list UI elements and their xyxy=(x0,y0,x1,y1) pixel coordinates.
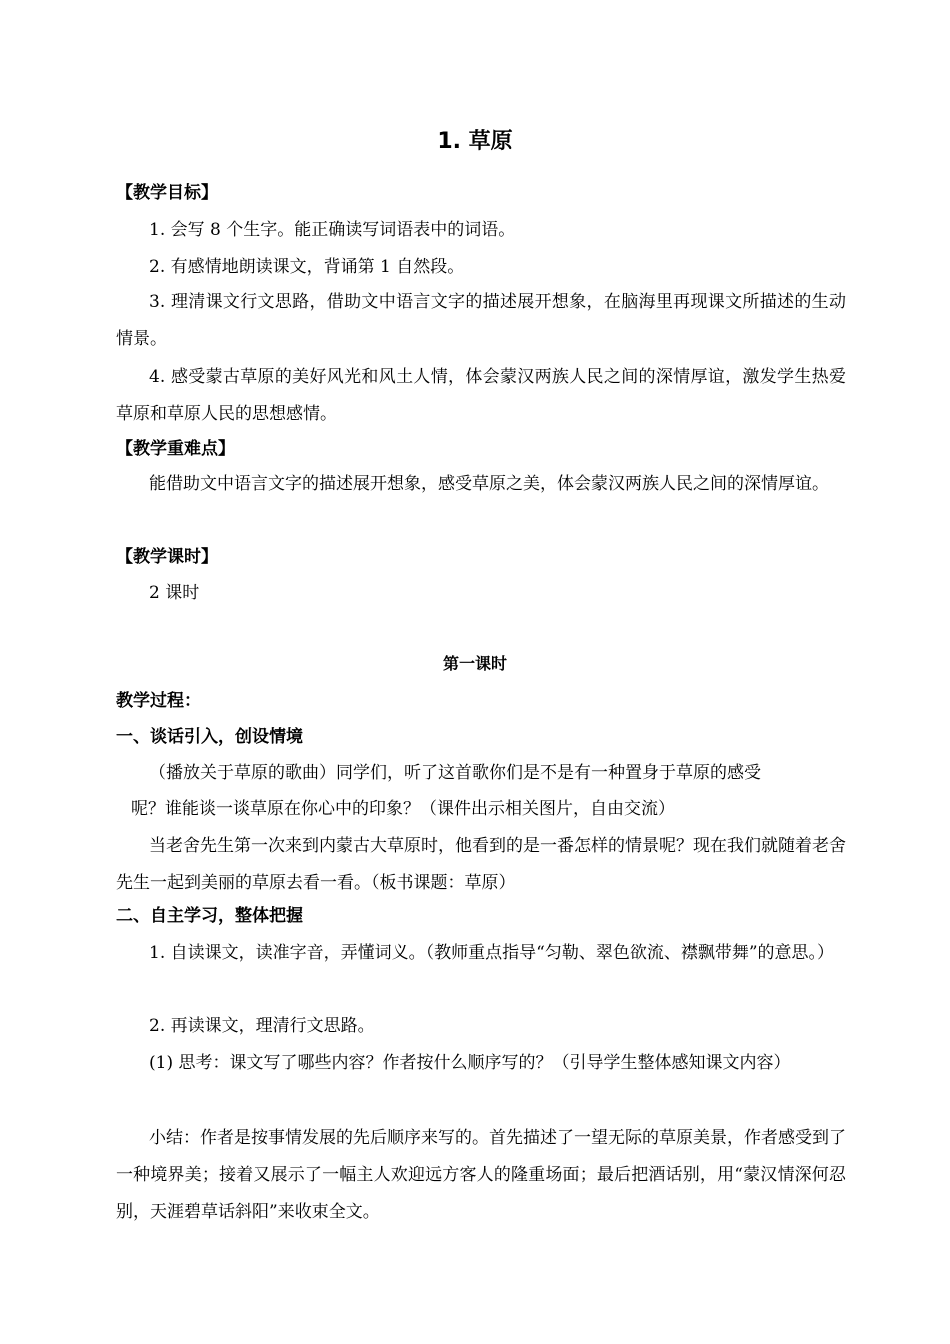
key-points-text: 能借助文中语言文字的描述展开想象，感受草原之美，体会蒙汉两族人民之间的深情厚谊。 xyxy=(149,474,829,494)
section-2-heading: 二、自主学习，整体把握 xyxy=(116,906,303,926)
objectives-heading: 【教学目标】 xyxy=(116,183,218,203)
hours-heading: 【教学课时】 xyxy=(116,547,218,567)
objective-item-3: 3. 理清课文行文思路，借助文中语言文字的描述展开想象，在脑海里再现课文所描述的生动情景。 xyxy=(116,292,846,349)
objective-item-2: 2. 有感情地朗读课文，背诵第 1 自然段。 xyxy=(149,257,465,277)
process-label: 教学过程： xyxy=(116,691,201,711)
hours-text: 2 课时 xyxy=(149,583,200,603)
section-2-item-3: (1) 思考：课文写了哪些内容？作者按什么顺序写的？（引导学生整体感知课文内容） xyxy=(149,1053,791,1073)
objective-item-4: 4. 感受蒙古草原的美好风光和风土人情，体会蒙汉两族人民之间的深情厚谊，激发学生热爱草原和草原人民的思想感情。 xyxy=(116,367,846,424)
lesson-title: 第一课时 xyxy=(442,654,507,673)
objective-item-1: 1. 会写 8 个生字。能正确读写词语表中的词语。 xyxy=(149,220,516,240)
section-2-item-1: 1. 自读课文，读准字音，弄懂词义。（教师重点指导“匀勒、翠色欲流、襟飘带舞”的意思。） xyxy=(149,943,835,963)
document-title: 1. 草原 xyxy=(437,129,513,154)
section-1-paragraph-2: 当老舍先生第一次来到内蒙古大草原时，他看到的是一番怎样的情景呢？现在我们就随着老舍先生一起到美丽的草原去看一看。（板书课题：草原） xyxy=(116,836,846,893)
section-1-line-1: （播放关于草原的歌曲）同学们，听了这首歌你们是不是有一种置身于草原的感受 xyxy=(149,763,761,783)
section-1-heading: 一、谈话引入，创设情境 xyxy=(116,727,303,747)
section-2-summary: 小结：作者是按事情发展的先后顺序来写的。首先描述了一望无际的草原美景，作者感受到了一种境界美；接着又展示了一幅主人欢迎远方客人的隆重场面；最后把酒话别，用“蒙汉情深何忍别，天涯碧草话斜阳”来收束全文。 xyxy=(116,1128,846,1222)
section-2-item-2: 2. 再读课文，理清行文思路。 xyxy=(149,1016,375,1036)
key-points-heading: 【教学重难点】 xyxy=(116,439,235,459)
section-1-line-2: 呢？谁能谈一谈草原在你心中的印象？（课件出示相关图片，自由交流） xyxy=(131,799,675,819)
